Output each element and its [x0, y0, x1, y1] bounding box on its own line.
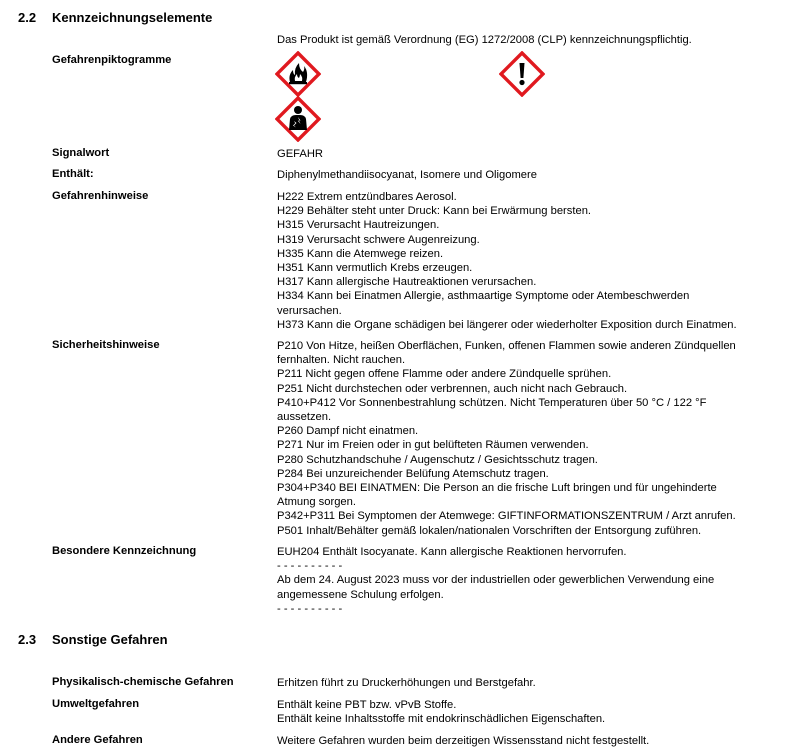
- environmental-hazards-label: Umweltgefahren: [52, 698, 140, 710]
- safety-line: fernhalten. Nicht rauchen.: [277, 354, 406, 367]
- precautionary-statements-list: [277, 339, 736, 538]
- safety-line: P211 Nicht gegen offene Flamme oder andere Zündquelle sprühen.: [277, 368, 612, 381]
- hazard-line: H222 Extrem entzündbares Aerosol.: [277, 191, 457, 203]
- health-hazard-pictogram-icon: [275, 96, 321, 142]
- section-title: Kennzeichnungselemente: [52, 10, 213, 25]
- safety-line: P280 Schutzhandschuhe / Augenschutz / Gesichtsschutz tragen.: [277, 453, 598, 466]
- precautionary-statements-label: Sicherheitshinweise: [52, 339, 160, 351]
- safety-line: P260 Dampf nicht einatmen.: [277, 425, 419, 438]
- signal-word-label: Signalwort: [52, 147, 110, 159]
- safety-line: P271 Nur im Freien oder in gut belüfteten Räumen verwenden.: [277, 439, 589, 452]
- safety-line: aussetzen.: [277, 411, 332, 424]
- env-line: Enthält keine PBT bzw. vPvB Stoffe.: [277, 699, 457, 711]
- section-title: Sonstige Gefahren: [52, 632, 168, 647]
- pictograms-label: Gefahrenpiktogramme: [52, 54, 172, 66]
- other-hazards-value: Weitere Gefahren wurden beim derzeitigen Wissensstand nicht festgestellt.: [277, 735, 650, 747]
- hazard-statements-list: [277, 190, 737, 332]
- hazard-line: H319 Verursacht schwere Augenreizung.: [277, 233, 480, 246]
- environmental-hazards-list: [277, 698, 605, 726]
- section-number: 2.2: [18, 10, 37, 25]
- physchem-hazards-value: Erhitzen führt zu Druckerhöhungen und Berstgefahr.: [277, 677, 536, 689]
- hazard-line: H229 Behälter steht unter Druck: Kann bei Erwärmung bersten.: [277, 205, 592, 218]
- hazard-statements-label: Gefahrenhinweise: [52, 190, 149, 202]
- safety-line: P342+P311 Bei Symptomen der Atemwege: GIFTINFORMATIONSZENTRUM / Arzt anrufen.: [277, 510, 736, 523]
- safety-line: P210 Von Hitze, heißen Oberflächen, Funken, offenen Flammen sowie anderen Zündquellen: [277, 340, 736, 352]
- safety-line: P304+P340 BEI EINATMEN: Die Person an die frische Luft bringen und für ungehinderte: [277, 482, 717, 495]
- clp-intro-text: Das Produkt ist gemäß Verordnung (EG) 1272/2008 (CLP) kennzeichnungspflichtig.: [277, 34, 692, 46]
- hazard-line: H315 Verursacht Hautreizungen.: [277, 219, 440, 232]
- euh-statement: EUH204 Enthält Isocyanate. Kann allergische Reaktionen hervorrufen.: [277, 546, 627, 558]
- hazard-line: H351 Kann vermutlich Krebs erzeugen.: [277, 262, 473, 275]
- safety-line: P284 Bei unzureichender Belüfung Atemschutz tragen.: [277, 467, 549, 480]
- contains-value: Diphenylmethandiisocyanat, Isomere und Oligomere: [277, 169, 537, 181]
- safety-line: Atmung sorgen.: [277, 496, 356, 509]
- safety-line: P251 Nicht durchstechen oder verbrennen, auch nicht nach Gebrauch.: [277, 382, 628, 395]
- hazard-line: H373 Kann die Organe schädigen bei längerer oder wiederholter Exposition durch Einatmen.: [277, 318, 737, 331]
- special-labelling-block: [277, 545, 714, 616]
- section-number: 2.3: [18, 632, 37, 647]
- hazard-line: H335 Kann die Atemwege reizen.: [277, 247, 444, 260]
- safety-line: P501 Inhalt/Behälter gemäß lokalen/nationalen Vorschriften der Entsorgung zuführen.: [277, 524, 702, 537]
- contains-label: Enthält:: [52, 168, 94, 180]
- signal-word-value: GEFAHR: [277, 148, 324, 160]
- safety-line: P410+P412 Vor Sonnenbestrahlung schützen. Nicht Temperaturen über 50 °C / 122 °F: [277, 396, 707, 409]
- hazard-line: verursachen.: [277, 304, 342, 317]
- training-note-line: angemessene Schulung erfolgen.: [277, 588, 444, 601]
- dashed-separator: - - - - - - - - - -: [277, 602, 343, 615]
- hazard-line: H317 Kann allergische Hautreaktionen verursachen.: [277, 276, 537, 289]
- special-labelling-label: Besondere Kennzeichnung: [52, 545, 197, 557]
- physchem-hazards-label: Physikalisch-chemische Gefahren: [52, 676, 234, 688]
- other-hazards-label: Andere Gefahren: [52, 734, 143, 746]
- flame-pictogram-icon: [275, 51, 321, 97]
- hazard-line: H334 Kann bei Einatmen Allergie, asthmaartige Symptome oder Atembeschwerden: [277, 290, 690, 303]
- exclamation-pictogram-icon: [499, 51, 545, 97]
- training-note-line: Ab dem 24. August 2023 muss vor der industriellen oder gewerblichen Verwendung eine: [277, 574, 715, 587]
- dashed-separator: - - - - - - - - - -: [277, 560, 343, 573]
- env-line: Enthält keine Inhaltsstoffe mit endokrinschädlichen Eigenschaften.: [277, 713, 606, 726]
